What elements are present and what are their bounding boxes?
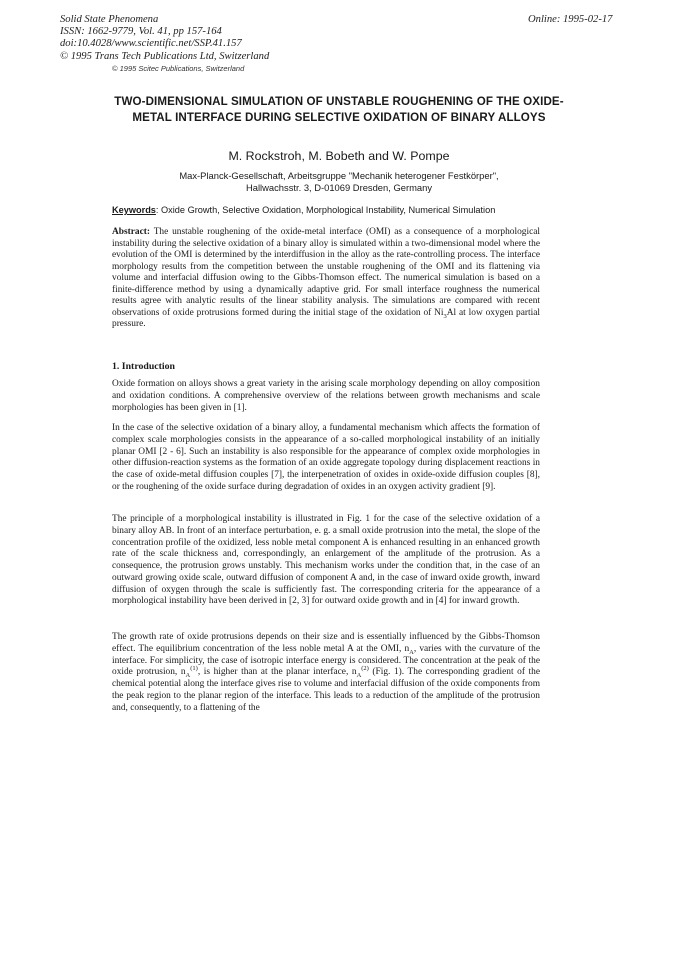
keywords-list: : Oxide Growth, Selective Oxidation, Morphological Instability, Numerical Simulation (155, 205, 496, 215)
paragraph-3: The principle of a morphological instability is illustrated in Fig. 1 for the case of the selective oxidation of a binary alloy AB. In front of an interface perturbation, e. g. a small oxide protrusion into the metal, the slope of the concentration profile of the oxidized, less noble metal component A is enhanced resulting in an enhanced growth rate of the scale thickness and, correspondingly, an enlargement of the amplitude of the protrusion. As a consequence, the protrusion grows unstably. This mechanism works under the condition that, in the case of an outward growing oxide scale, outward diffusion of component A and, in the case of inward oxide growth, inward diffusion of oxygen through the scale is sufficiently fast. The corresponding criteria for the appearance of a morphological instability have been derived in [2, 3] for outward oxide growth and in [4] for inward growth. (112, 514, 540, 607)
issn-line: ISSN: 1662-9779, Vol. 41, pp 157-164 (60, 26, 222, 38)
abstract-label: Abstract: (112, 227, 151, 237)
affiliation (110, 170, 568, 194)
formula-subscript: 3 (443, 312, 447, 320)
paper-title: TWO-DIMENSIONAL SIMULATION OF UNSTABLE ROUGHENING OF THE OXIDE-METAL INTERFACE DURING SELECTIVE OXIDATION OF BINARY ALLOYS (114, 95, 564, 124)
para4-sub1: A (409, 648, 414, 656)
online-date: Online: 1995-02-17 (528, 14, 613, 25)
formula-tail: Al at low oxygen partial pressure. (112, 307, 541, 330)
keywords-label: Keywords (112, 205, 156, 215)
para4-sub2: A (185, 672, 191, 680)
para4-text-c: , is higher than at the planar interface, n (197, 667, 357, 678)
affiliation-line: Max-Planck-Gesellschaft, Arbeitsgruppe "Mechanik heterogener Festkörper", (179, 170, 499, 181)
para4-text-a: The growth rate of oxide protrusions depends on their size and is essentially influenced by the Gibbs-Thomson effect. The equilibrium concentration of the less noble metal A at the OMI, n (112, 632, 540, 654)
paragraph-1: Oxide formation on alloys shows a great variety in the arising scale morphology depending on alloy composition and oxidation conditions. A comprehensive overview of the relations between growth mechanisms and scale morphologies has been given in [1]. (112, 379, 540, 413)
section-heading: 1. Introduction (112, 361, 175, 372)
paragraph-2: In the case of the selective oxidation of a binary alloy, a fundamental mechanism which affects the formation of complex scale morphologies consists in the appearance of a so-called morphological instability of an initially planar OMI [2 - 6]. Such an instability is also responsible for the appearance of complex oxide morphologies in other diffusion-reaction systems as the formation of an oxide aggregate topology during displacement reactions in the case of oxide-metal diffusion couples [7], the interpenetration of oxides in oxide-oxide diffusion couples [8], or the roughening of the oxide surface during degradation of oxides in an oxygen activity gradient [9]. (112, 423, 540, 492)
journal-name: Solid State Phenomena (60, 14, 159, 25)
abstract (112, 227, 540, 331)
para4-sup3: (2) (361, 665, 369, 673)
paragraph-4 (112, 632, 540, 714)
para4-text-b: , varies with the curvature of the interface. For simplicity, the case of isotropic interface energy is considered. The concentration at the peak of the oxide protrusion, n (112, 643, 540, 678)
para4-sup2: (1) (190, 665, 198, 673)
author-list: M. Rockstroh, M. Bobeth and W. Pompe (228, 149, 450, 163)
publisher-stamp: © 1995 Scitec Publications, Switzerland (112, 64, 245, 73)
formula-base: Ni (434, 307, 444, 318)
affiliation-address: Hallwachsstr. 3, D-01069 Dresden, Germany (245, 182, 433, 194)
citation-header (60, 14, 269, 63)
para4-text-d: (Fig. 1). The corresponding gradient of the chemical potential along the interface gives rise to volume and interfacial diffusion of the oxide components from the peak region to the planar region of the interface. This leads to a reduction of the amplitude of the protrusion and, consequently, to a flattening of the (112, 667, 540, 713)
copyright-line: © 1995 Trans Tech Publications Ltd, Switzerland (60, 50, 270, 62)
para4-sub3: A (356, 672, 362, 680)
doi-line: doi:10.4028/www.scientific.net/SSP.41.157 (60, 38, 242, 50)
abstract-text: The unstable roughening of the oxide-metal interface (OMI) as a consequence of a morphological instability during the selective oxidation of a binary alloy is simulated within a two-dimensional model where the evolution of the OMI is determined by the interdiffusion in the alloy as the rate-controlling process. The interface morphology results from the competition between the unstable roughening of the OMI and its flattening via volume and interfacial diffusion owing to the Gibbs-Thomson effect. The numerical simulation is based on a finite-difference method by using a dynamically adaptive grid. For small interface roughness the numerical results agree with analytic results of the linear stability analysis. The simulations are compared with recent observations of oxide protrusions formed during the initial stage of the oxidation of (112, 227, 540, 318)
keywords (112, 205, 552, 215)
